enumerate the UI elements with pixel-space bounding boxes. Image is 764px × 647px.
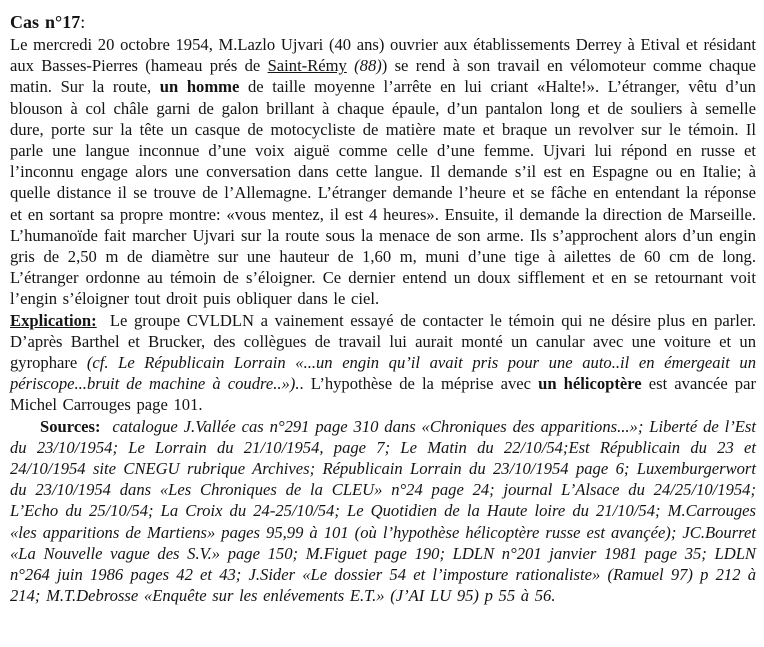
text-segment: Cas n°17 [10,12,81,32]
text-segment: Explication: [10,310,97,330]
text-segment: un hélicoptère [538,374,642,394]
text-segment: Sources: [40,416,101,436]
case-title [10,11,756,33]
text-segment: un homme [159,77,240,97]
text-segment: . L’hypothèse de la méprise avec [299,374,539,394]
text-segment: : [80,12,86,32]
text-segment: Saint-Rémy [267,56,347,76]
text-segment: est avancée par Michel Carrouges page 101. [10,374,756,415]
text-segment: catalogue J.Vallée cas n°291 page 310 dans «Chroniques des apparitions...»; Liberté de l’Est du 23/10/1954; Le Lorrain du 21/10/1954, page 7; Le Matin du 22/10/54;Est Républicain du 23 et 24/10/1954 site CNEGU rubrique Archives; Républicain Lorrain du 23/10/1954 page 6; Luxemburgerwort du 23/10/1954 dans «Les Chroniques de la CLEU» n°24 page 24; journal L’Alsace du 24/25/10/1954; L’Echo du 25/10/54; La Croix du 24-25/10/54; Le Quotidien de la Haute loire du 21/10/54; M.Carrouges «les apparitions de Martiens» pages 95,99 à 101 (où l’hypothèse hélicoptère russe est avançée); JC.Bourret «La Nouvelle vague des S.V.» page 150; M.Figuet page 190; LDLN n°201 janvier 1981 page 35; LDLN n°264 juin 1986 pages 42 et 43; J.Sider «Le dossier 54 et l’imposture rationaliste» (Ramuel 97) p 212 à 214; M.T.Debrosse «Enquête sur les enlévements E.T.» (J’AI LU 95) p 55 à 56. [10,416,757,606]
text-segment: de taille moyenne l’arrête en lui criant «Halte!». L’étranger, vêtu d’un blouson à col châle garni de galon brillant à chaque épaule, d’un pantalon long et de souliers à semelle dure, porte sur la tête un casque de motocycliste de matière mate et braque un revolver sur le témoin. Il parle une langue inconnue d’une voix aiguë comme celle d’une femme. Ujvari lui répond en russe et l’inconnu engage alors une conversation dans cette langue. Il demande s’il est en Espagne ou en Italie; à quelle distance il se trouve de l’Allemagne. L’étranger demande l’heure et se fâche en entendant la réponse et en sortant sa propre montre: «vous mentez, il est 4 heures». Ensuite, il demande la direction de Marseille. L’humanoïde fait marcher Ujvari sur la route sous la menace de son arme. Ils s’approchent alors d’un engin gris de 2,50 m de diamètre sur une hauteur de 1,60 m, muni d’une tige à ailettes de 60 cm de long. L’étranger ordonne au témoin de s’éloigner. Ce dernier entend un doux sifflement et en se retournant voit l’engin s’éloigner tout droit puis obliquer dans le ciel. [10,77,756,309]
case-description-paragraph [10,34,756,310]
sources-paragraph [10,416,756,607]
text-segment [101,417,113,436]
text-segment: Le groupe CVLDLN a vainement essayé de contacter le témoin qui ne désire plus en parler. D’après Barthel et Brucker, des collègues de travail lui aurait monté un canular avec une voiture et un gyrophare [10,310,756,373]
text-segment: (cf. Le Républicain Lorrain «...un engin qu’il avait pris pour une auto..il en émergeait un périscope...bruit de machine à coudre..»). [10,353,756,394]
text-segment: Le mercredi 20 octobre 1954, M.Lazlo Ujvari (40 ans) ouvrier aux établissements Derrey à Etival et résidant aux Basses-Pierres (hameau prés de [10,35,756,76]
text-segment: (88) [354,56,382,76]
text-segment: ) se rend à son travail en vélomoteur comme chaque matin. Sur la route, [10,56,756,97]
explanation-paragraph [10,310,756,416]
